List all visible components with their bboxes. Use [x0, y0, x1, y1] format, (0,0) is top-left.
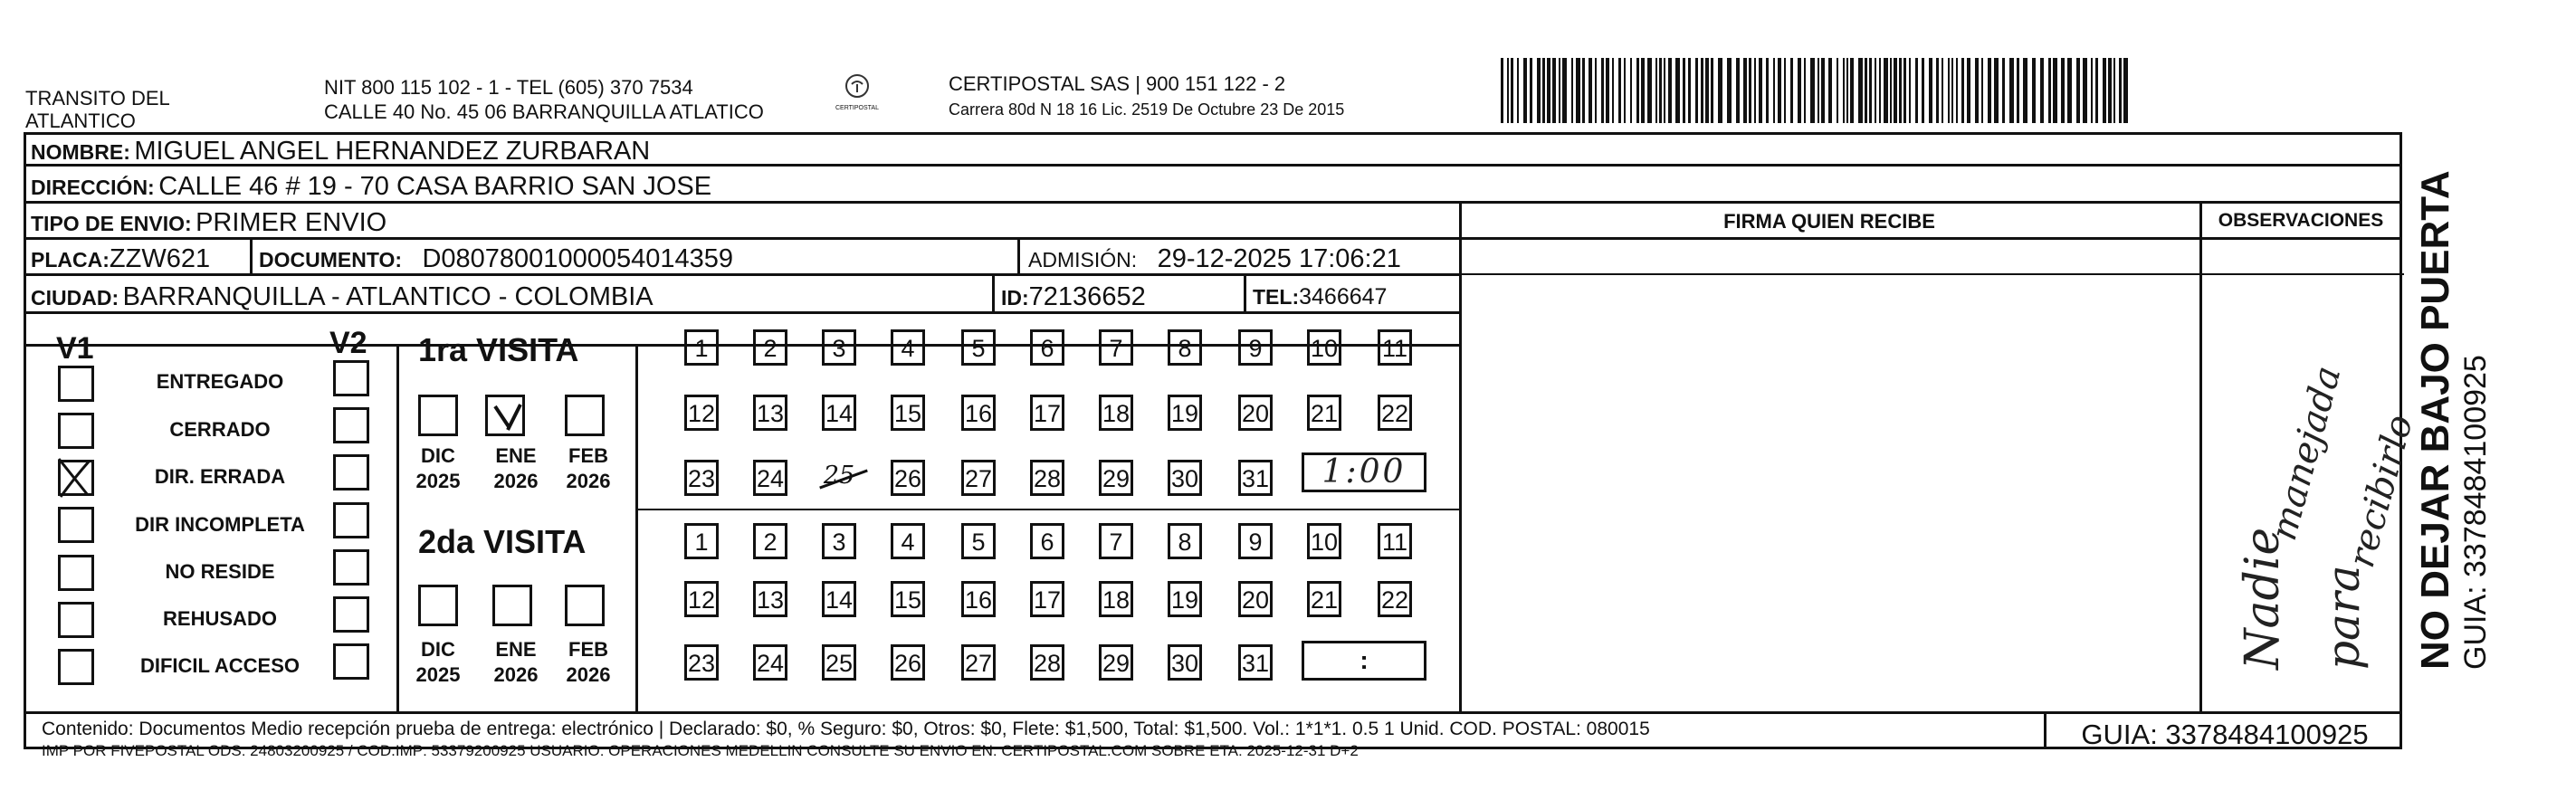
observaciones-header: OBSERVACIONES — [2218, 210, 2384, 231]
observation-handwritten-line3: para — [2317, 565, 2370, 670]
second-visit-month-ene[interactable] — [492, 585, 532, 626]
second-visit-day-28[interactable]: 28 — [1030, 644, 1064, 681]
nombre-row — [31, 137, 650, 167]
first-visit-day-24[interactable]: 24 — [753, 460, 787, 496]
v1-checkbox-rehusado[interactable] — [58, 602, 94, 638]
ciudad-value: BARRANQUILLA - ATLANTICO - COLOMBIA — [122, 282, 654, 311]
first-visit-month-dic[interactable] — [418, 395, 458, 436]
first-visit-day-17[interactable]: 17 — [1030, 395, 1064, 431]
footer-imp: IMP POR FIVEPOSTAL ODS: 24803200925 / COD.IMP: 53379200925 USUARIO: OPERACIONES MEDELLIN CONSULTE SU ENVIO EN: CERTIPOSTAL.COM SOBRE ETA: 2025-12-31 D+2 — [42, 742, 1359, 759]
nombre-label: NOMBRE: — [31, 140, 130, 164]
direccion-value: CALLE 46 # 19 - 70 CASA BARRIO SAN JOSE — [158, 172, 712, 201]
org-name-line2: ATLANTICO — [25, 110, 136, 132]
second-visit-day-9[interactable]: 9 — [1238, 523, 1273, 559]
nombre-value: MIGUEL ANGEL HERNANDEZ ZURBARAN — [134, 137, 651, 166]
second-visit-day-6[interactable]: 6 — [1030, 523, 1064, 559]
second-visit-day-17[interactable]: 17 — [1030, 581, 1064, 617]
tipo-envio-label: TIPO DE ENVIO: — [31, 212, 192, 235]
tel-label: TEL: — [1253, 285, 1300, 309]
v2-checkbox-dir-incompleta[interactable] — [333, 502, 369, 538]
first-visit-day-27[interactable]: 27 — [961, 460, 996, 496]
first-visit-day-28[interactable]: 28 — [1030, 460, 1064, 496]
logo-text: CERTIPOSTAL — [835, 105, 879, 111]
option-dir-errada: DIR. ERRADA — [154, 465, 286, 488]
first-visit-day-6[interactable]: 6 — [1030, 329, 1064, 366]
second-visit-day-3[interactable]: 3 — [822, 523, 856, 559]
check-x-icon — [490, 401, 526, 433]
first-visit-day-20[interactable]: 20 — [1238, 395, 1273, 431]
second-visit-day-21[interactable]: 21 — [1307, 581, 1341, 617]
second-visit-day-25[interactable]: 25 — [822, 644, 856, 681]
first-visit-day-9[interactable]: 9 — [1238, 329, 1273, 366]
org-name-line1: TRANSITO DEL — [25, 87, 170, 110]
observation-handwritten-line2: manejada — [2263, 361, 2350, 545]
first-visit-title: 1ra VISITA — [418, 331, 579, 368]
second-visit-day-29[interactable]: 29 — [1099, 644, 1133, 681]
second-visit-time-placeholder: : — [1360, 646, 1369, 674]
second-visit-month-feb[interactable] — [565, 585, 605, 626]
barcode-icon — [1501, 58, 2134, 123]
v1-checkbox-cerrado[interactable] — [58, 413, 94, 449]
second-visit-title: 2da VISITA — [418, 523, 587, 560]
first-visit-time-handwritten: 1:00 — [1321, 453, 1407, 490]
first-visit-day-29[interactable]: 29 — [1099, 460, 1133, 496]
first-visit-day-10[interactable]: 10 — [1307, 329, 1341, 366]
second-visit-day-24[interactable]: 24 — [753, 644, 787, 681]
id-value: 72136652 — [1028, 282, 1146, 311]
second-visit-month-dic[interactable] — [418, 585, 458, 626]
org-name — [25, 87, 170, 132]
ciudad-label: CIUDAD: — [31, 286, 119, 310]
company-address: Carrera 80d N 18 16 Lic. 2519 De Octubre 23 De 2015 — [949, 100, 1345, 119]
admision-value: 29-12-2025 17:06:21 — [1157, 244, 1401, 273]
second-visit-day-27[interactable]: 27 — [961, 644, 996, 681]
address-line: CALLE 40 No. 45 06 BARRANQUILLA ATLATICO — [324, 100, 764, 123]
first-visit-day-11[interactable]: 11 — [1378, 329, 1412, 366]
placa-label: PLACA: — [31, 248, 110, 271]
nit-line: NIT 800 115 102 - 1 - TEL (605) 370 7534 — [324, 76, 693, 99]
second-visit-day-20[interactable]: 20 — [1238, 581, 1273, 617]
second-visit-day-10[interactable]: 10 — [1307, 523, 1341, 559]
documento-field — [259, 244, 733, 274]
second-visit-day-2[interactable]: 2 — [753, 523, 787, 559]
admision-field — [1028, 244, 1401, 274]
first-visit-month-feb-label: FEB 2026 — [566, 444, 611, 492]
v2-checkbox-rehusado[interactable] — [333, 596, 369, 633]
first-visit-time-box[interactable] — [1302, 452, 1426, 492]
tipo-envio-value: PRIMER ENVIO — [196, 208, 387, 237]
option-dificil-acceso: DIFICIL ACCESO — [139, 654, 300, 677]
first-visit-day-19[interactable]: 19 — [1168, 395, 1202, 431]
first-visit-day-21[interactable]: 21 — [1307, 395, 1341, 431]
documento-label: DOCUMENTO: — [259, 248, 403, 271]
second-visit-day-14[interactable]: 14 — [822, 581, 856, 617]
first-visit-day-23[interactable]: 23 — [684, 460, 719, 496]
observation-handwritten-line4: recibirlo — [2341, 410, 2422, 572]
first-visit-day-31[interactable]: 31 — [1238, 460, 1273, 496]
second-visit-day-18[interactable]: 18 — [1099, 581, 1133, 617]
v1-checkbox-dir-incompleta[interactable] — [58, 507, 94, 543]
first-visit-month-ene-label: ENE 2026 — [493, 444, 539, 492]
option-no-reside: NO RESIDE — [165, 560, 275, 583]
second-visit-day-15[interactable]: 15 — [891, 581, 925, 617]
ciudad-field — [31, 282, 654, 312]
option-rehusado: REHUSADO — [163, 607, 277, 630]
first-visit-day-25[interactable]: 25 — [822, 460, 856, 496]
observation-handwritten-line1: Nadie — [2236, 527, 2290, 670]
option-cerrado: CERRADO — [169, 418, 271, 441]
second-visit-time-box[interactable] — [1302, 641, 1426, 681]
first-visit-day-13[interactable]: 13 — [753, 395, 787, 431]
certipostal-logo — [831, 72, 883, 121]
v1-checkbox-no-reside[interactable] — [58, 555, 94, 591]
v1-checkbox-dificil-acceso[interactable] — [58, 649, 94, 685]
second-visit-day-16[interactable]: 16 — [961, 581, 996, 617]
first-visit-day-18[interactable]: 18 — [1099, 395, 1133, 431]
first-visit-day-4[interactable]: 4 — [891, 329, 925, 366]
second-visit-day-1[interactable]: 1 — [684, 523, 719, 559]
firma-header: FIRMA QUIEN RECIBE — [1723, 210, 1935, 233]
company-line: CERTIPOSTAL SAS | 900 151 122 - 2 — [949, 72, 1286, 95]
first-visit-day-16[interactable]: 16 — [961, 395, 996, 431]
second-visit-month-ene-label: ENE 2026 — [493, 638, 539, 686]
v2-checkbox-dir-errada[interactable] — [333, 454, 369, 490]
first-visit-day-14[interactable]: 14 — [822, 395, 856, 431]
footer-contenido: Contenido: Documentos Medio recepción prueba de entrega: electrónico | Declarado: $0, % Seguro: $0, Otros: $0, Flete: $1,500, Total: $1,500. Vol.: 1*1*1. 0.5 1 Unid. COD. POSTAL: 080015 — [42, 719, 1650, 739]
logo-icon — [844, 72, 871, 100]
first-visit-day-30[interactable]: 30 — [1168, 460, 1202, 496]
first-visit-day-2[interactable]: 2 — [753, 329, 787, 366]
second-visit-day-4[interactable]: 4 — [891, 523, 925, 559]
second-visit-day-5[interactable]: 5 — [961, 523, 996, 559]
first-visit-day-3[interactable]: 3 — [822, 329, 856, 366]
v2-checkbox-no-reside[interactable] — [333, 549, 369, 586]
first-visit-day-12[interactable]: 12 — [684, 395, 719, 431]
first-visit-day-26[interactable]: 26 — [891, 460, 925, 496]
second-visit-day-13[interactable]: 13 — [753, 581, 787, 617]
second-visit-day-11[interactable]: 11 — [1378, 523, 1412, 559]
first-visit-day-7[interactable]: 7 — [1099, 329, 1133, 366]
second-visit-day-12[interactable]: 12 — [684, 581, 719, 617]
v2-checkbox-dificil-acceso[interactable] — [333, 643, 369, 680]
second-visit-day-23[interactable]: 23 — [684, 644, 719, 681]
placa-field — [31, 244, 210, 274]
direccion-label: DIRECCIÓN: — [31, 176, 155, 199]
second-visit-day-22[interactable]: 22 — [1378, 581, 1412, 617]
admision-label: ADMISIÓN: — [1028, 248, 1138, 271]
documento-value: D08078001000054014359 — [422, 244, 733, 273]
tel-value: 3466647 — [1299, 284, 1388, 310]
first-visit-day-5[interactable]: 5 — [961, 329, 996, 366]
v1-checkbox-dir-errada[interactable] — [58, 460, 94, 496]
footer-guia: GUIA: 3378484100925 — [2081, 719, 2369, 750]
check-x-icon — [55, 455, 95, 500]
id-field — [1001, 282, 1146, 312]
second-visit-day-31[interactable]: 31 — [1238, 644, 1273, 681]
tel-field — [1253, 284, 1387, 310]
second-visit-month-dic-label: DIC 2025 — [415, 638, 461, 686]
v2-checkbox-entregado[interactable] — [333, 360, 369, 396]
second-visit-day-30[interactable]: 30 — [1168, 644, 1202, 681]
first-visit-month-ene[interactable] — [485, 395, 525, 436]
option-dir-incompleta: DIR INCOMPLETA — [135, 513, 305, 536]
second-visit-day-26[interactable]: 26 — [891, 644, 925, 681]
first-visit-day-15[interactable]: 15 — [891, 395, 925, 431]
tipo-envio-row — [31, 208, 386, 238]
side-no-dejar-bajo-puerta: NO DEJAR BAJO PUERTA — [2413, 170, 2457, 670]
v1-checkbox-entregado[interactable] — [58, 366, 94, 402]
second-visit-day-7[interactable]: 7 — [1099, 523, 1133, 559]
second-visit-month-feb-label: FEB 2026 — [566, 638, 611, 686]
first-visit-day-8[interactable]: 8 — [1168, 329, 1202, 366]
first-visit-day-22[interactable]: 22 — [1378, 395, 1412, 431]
direccion-row — [31, 172, 711, 202]
first-visit-day-1[interactable]: 1 — [684, 329, 719, 366]
signature-area[interactable] — [1463, 277, 2198, 710]
side-guia: GUIA: 3378484100925 — [2458, 355, 2493, 670]
v2-label: V2 — [329, 326, 367, 360]
first-visit-month-dic-label: DIC 2025 — [415, 444, 461, 492]
placa-value: ZZW621 — [109, 244, 211, 273]
second-visit-day-8[interactable]: 8 — [1168, 523, 1202, 559]
id-label: ID: — [1001, 286, 1029, 310]
v2-checkbox-cerrado[interactable] — [333, 407, 369, 443]
v1-label: V1 — [56, 331, 94, 366]
second-visit-day-19[interactable]: 19 — [1168, 581, 1202, 617]
first-visit-month-feb[interactable] — [565, 395, 605, 436]
option-entregado: ENTREGADO — [156, 370, 284, 393]
